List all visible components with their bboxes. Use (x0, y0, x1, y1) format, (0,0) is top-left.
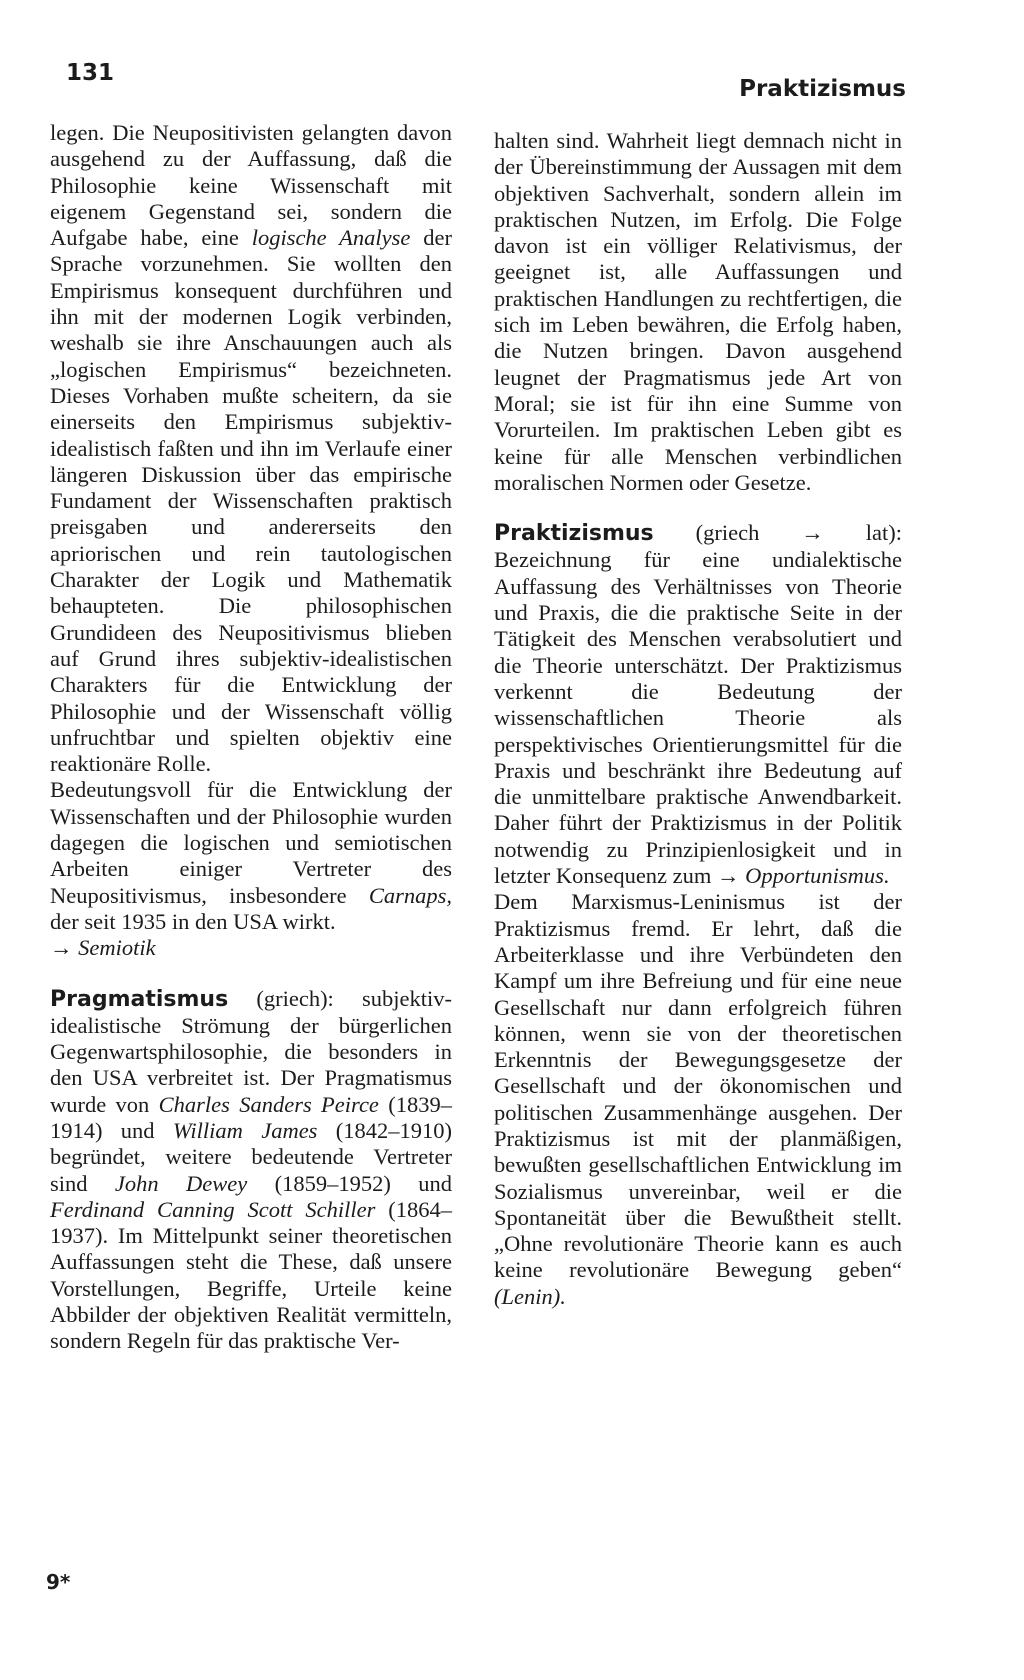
text-run: der Sprache vorzunehmen. Sie wollten den Empirismus konsequent durchführen und ihn mit der modernen Logik verbinden, weshalb sie ihre Anschauungen auch als „logischen Empirismus“ bezeichneten. Dieses Vorhaben mußte scheitern, da sie einerseits den Empirismus subjektiv-idealistisch faßten und ihn im Verlaufe einer längeren Diskussion über das empirische Fundament der Wissenschaften praktisch preisgaben und andererseits den apriorischen und rein tautologischen Charakter der Logik und Mathematik behaupteten. Die philosophischen Grundideen des Neupositivismus blieben auf Grund ihres subjektiv-idealistischen Charakters für die Entwicklung der Philosophie und der Wissenschaft völlig unfruchtbar und spielten objektiv eine reaktionäre Rolle. (50, 225, 452, 777)
cross-reference-link: → Semiotik (50, 935, 156, 961)
text-run: Bedeutungsvoll für die Entwicklung der Wissenschaften und der Philosophie wurden dagegen die logischen und semiotischen Arbeiten einiger Vertreter des Neupositivismus, insbesondere (50, 777, 452, 908)
paragraph (494, 889, 902, 1310)
text-run: (1859–1952) und (247, 1170, 452, 1196)
entry-headword: Praktizismus (494, 521, 654, 547)
text-run: (1864–1937). Im Mittelpunkt seiner theoretischen Auffassungen steht die These, daß unsere Vorstellungen, Begriffe, Urteile keine Abbilder der objektiven Realität vermitteln, sondern Regeln für das praktische Ver- (50, 1196, 452, 1354)
text-run: (1842–1910) begründet, weitere bedeutende Vertreter sind (50, 1117, 453, 1196)
italic-term: logische Analyse (251, 225, 411, 251)
italic-cross-reference: Opportunismus. (745, 863, 890, 889)
text-run: (griech): subjektiv-idealistische Strömung der bürgerlichen Gegenwartsphilosophie, die besonders in den USA verbreitet ist. Der Pragmatismus wurde von (50, 985, 452, 1117)
signature-mark: 9* (46, 1570, 71, 1594)
dictionary-entry (50, 986, 452, 1355)
paragraph: halten sind. Wahrheit liegt demnach nicht in der Übereinstimmung der Aussagen mit dem objektiven Sachverhalt, sondern allein im praktischen Nutzen, im Erfolg. Die Folge davon ist ein völliger Relativismus, der geeignet ist, alle Auffassungen und praktischen Handlungen zu rechtfertigen, die sich im Leben bewähren, die Erfolg haben, die Nutzen bringen. Davon ausgehend leugnet der Pragmatismus jede Art von Moral; sie ist für ihn eine Summe von Vorurteilen. Im praktischen Leben gibt es keine für alle Menschen verbindlichen moralischen Normen oder Gesetze. (494, 128, 902, 495)
text-run: legen. Die Neupositivisten gelangten davon ausgehend zu der Auffassung, daß die Philosophie keine Wissenschaft mit eigenem Gegenstand sei, sondern die Aufgabe habe, eine (50, 120, 452, 251)
running-head: Praktizismus (739, 76, 906, 102)
text-run: Dem Marxismus-Leninismus ist der Praktizismus fremd. Er lehrt, daß die Arbeiterklasse und ihre Verbündeten den Kampf um ihre Befreiung und für eine neue Gesellschaft nur dann erfolgreich führen können, wenn sie von der theoretischen Erkenntnis der Bewegungsgesetze der Gesellschaft und der ökonomischen und politischen Zusammenhänge ausgehen. Der Praktizismus ist mit der planmäßigen, bewußten gesellschaftlichen Entwicklung im Sozialismus unvereinbar, weil er die Spontaneität über die Bewußtheit stellt. „Ohne revolutionäre Theorie kann es auch keine revolutionäre Bewegung geben“ (494, 889, 902, 1283)
right-column (494, 128, 902, 1310)
italic-name: Carnaps, (368, 882, 452, 908)
left-column (50, 120, 452, 1355)
italic-name: Ferdinand Canning Scott Schiller (50, 1196, 376, 1222)
italic-citation: (Lenin). (494, 1283, 566, 1309)
paragraph (50, 777, 452, 935)
text-run: (1839–1914) und (50, 1091, 453, 1143)
italic-name: John Dewey (114, 1170, 248, 1196)
paragraph (50, 120, 452, 777)
dictionary-entry (494, 520, 902, 889)
text-run: (griech → lat): Bezeichnung für eine undialektische Auffassung des Verhältnisses von Theorie und Praxis, die die praktische Seite in der Tätigkeit des Menschen verabsolutiert und die Theorie unterschätzt. Der Praktizismus verkennt die Bedeutung der wissenschaftlichen Theorie als perspektivisches Orientierungsmittel für die Praxis und beschränkt ihre Bedeutung auf die unmittelbare praktische Anwendbarkeit. Daher führt der Praktizismus in der Politik notwendig zu Prinzipienlosigkeit und in letzter Konsequenz zum → (494, 520, 902, 889)
italic-name: William James (172, 1117, 318, 1143)
italic-name: Charles Sanders Peirce (158, 1091, 379, 1117)
cross-reference (50, 935, 452, 961)
page-number: 131 (66, 60, 115, 86)
entry-headword: Pragmatismus (50, 986, 229, 1012)
text-run: der seit 1935 in den USA wirkt. (50, 908, 336, 934)
